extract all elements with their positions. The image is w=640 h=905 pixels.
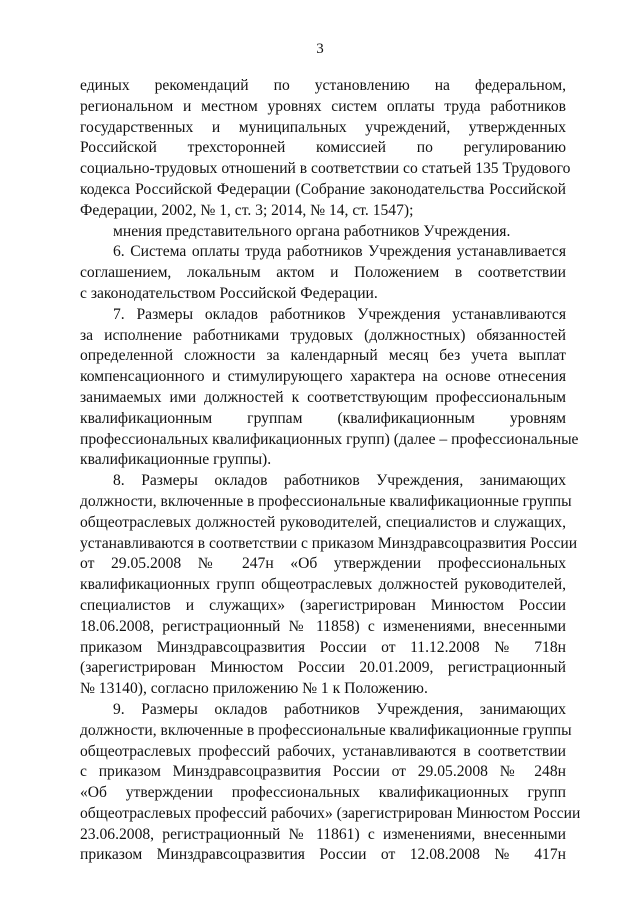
text-line: общеотраслевых профессий рабочих» (зарегистрирован Минюстом России <box>80 804 581 822</box>
text-line: занимаемых ими должностей к соответствующим профессиональным <box>80 388 566 406</box>
text-line: с законодательством Российской Федерации. <box>80 284 378 302</box>
text-line: общеотраслевых профессий рабочих, устанавливаются в соответствии <box>80 742 566 760</box>
text-line: должности, включенные в профессиональные квалификационные группы <box>80 721 572 739</box>
text-line: компенсационного и стимулирующего характера на основе отнесения <box>80 368 566 386</box>
text-line: общеотраслевых должностей руководителей, специалистов и служащих, <box>80 513 566 531</box>
text-line: «Об утверждении профессиональных квалификационных групп <box>80 784 566 802</box>
text-line: социально-трудовых отношений в соответствии со статьей 135 Трудового <box>80 160 571 178</box>
text-line: устанавливаются в соответствии с приказом Минздравсоцразвития России <box>80 534 578 552</box>
document-body <box>80 76 581 866</box>
text-line: с приказом Минздравсоцразвития России от 29.05.2008 № 248н <box>80 763 566 781</box>
text-line: 7. Размеры окладов работников Учреждения устанавливаются <box>113 305 566 323</box>
text-line: 23.06.2008, регистрационный № 11861) с изменениями, внесенными <box>80 825 566 843</box>
text-line: профессиональных квалификационных групп) (далее – профессиональные <box>80 430 579 448</box>
text-line: единых рекомендаций по установлению на федеральном, <box>80 77 566 94</box>
text-line: приказом Минздравсоцразвития России от 11.12.2008 № 718н <box>80 638 566 656</box>
text-line: региональном и местном уровнях систем оплаты труда работников <box>80 97 566 115</box>
text-line: за исполнение работниками трудовых (должностных) обязанностей <box>80 326 566 344</box>
text-line: определенной сложности за календарный месяц без учета выплат <box>80 347 566 365</box>
text-line: квалификационные группы). <box>80 451 272 469</box>
text-line: специалистов и служащих» (зарегистрирован Минюстом России <box>80 596 566 614</box>
text-line: приказом Минздравсоцразвития России от 12.08.2008 № 417н <box>80 846 566 864</box>
text-line: от 29.05.2008 № 247н «Об утверждении профессиональных <box>80 555 566 573</box>
text-line: квалификационных групп общеотраслевых должностей руководителей, <box>80 576 566 594</box>
text-line: должности, включенные в профессиональные квалификационные группы <box>80 492 572 510</box>
text-line: кодекса Российской Федерации (Собрание законодательства Российской <box>80 180 566 198</box>
text-line: Российской трехсторонней комиссией по регулированию <box>80 139 566 157</box>
text-line: 9. Размеры окладов работников Учреждения, занимающих <box>113 700 566 718</box>
text-line: соглашением, локальным актом и Положением в соответствии <box>80 264 566 282</box>
text-line: Федерации, 2002, № 1, ст. 3; 2014, № 14, ст. 1547); <box>80 201 414 219</box>
text-line: 8. Размеры окладов работников Учреждения, занимающих <box>113 472 566 490</box>
text-line: (зарегистрирован Минюстом России 20.01.2009, регистрационный <box>80 659 566 677</box>
page-number: 3 <box>316 41 324 57</box>
text-line: 18.06.2008, регистрационный № 11858) с изменениями, внесенными <box>80 617 566 635</box>
text-line: № 13140), согласно приложению № 1 к Положению. <box>80 680 428 698</box>
text-line: государственных и муниципальных учреждений, утвержденных <box>80 118 566 136</box>
text-line: мнения представительного органа работников Учреждения. <box>113 222 511 240</box>
text-line: квалификационным группам (квалификационным уровням <box>80 409 566 427</box>
text-line: 6. Система оплаты труда работников Учреждения устанавливается <box>113 243 566 261</box>
